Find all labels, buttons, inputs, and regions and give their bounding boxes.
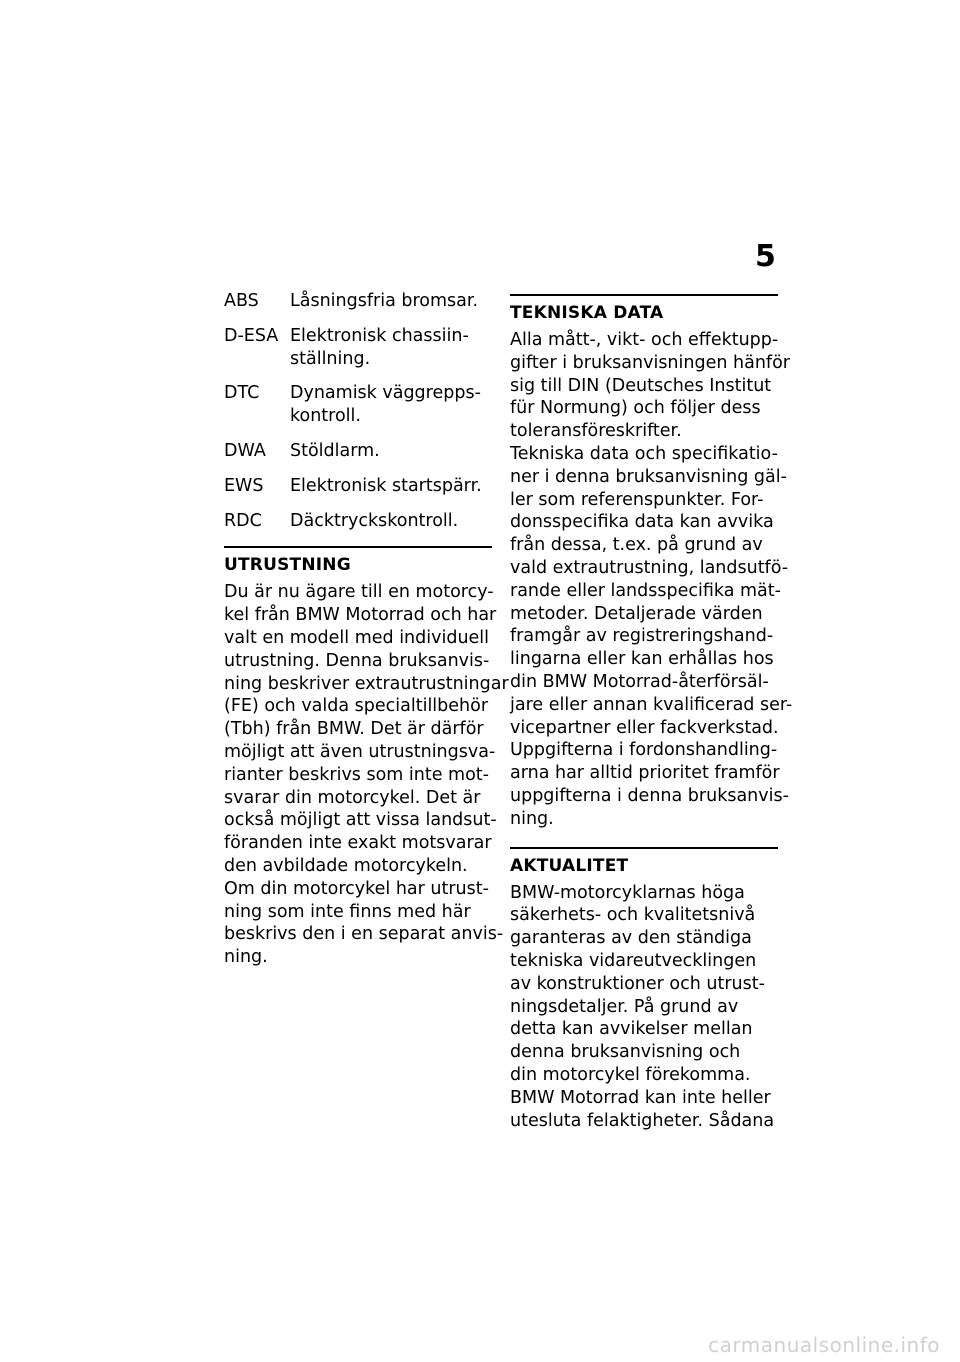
section-divider	[510, 847, 778, 849]
text-line: Alla mått-, vikt- och effektupp-	[510, 330, 779, 350]
paragraph	[224, 878, 504, 969]
text-line: vald extrautrustning, landsutfö-	[510, 557, 789, 578]
text-line: beskrivs den i en separat anvis-	[224, 924, 504, 945]
page-number: 5	[755, 239, 776, 274]
right-column	[510, 290, 793, 1132]
description-line: ställning.	[290, 348, 371, 369]
section-heading-utrustning: UTRUSTNING	[224, 555, 351, 576]
text-line: BMW Motorrad kan inte heller	[510, 1087, 771, 1108]
text-line: sig till DIN (Deutsches Institut	[510, 375, 772, 396]
abbreviation-row	[224, 510, 492, 533]
text-line: ningsdetaljer. På grund av	[510, 996, 739, 1017]
section-body-tekniska-data	[510, 329, 793, 831]
text-line: gifter i bruksanvisningen hänför	[510, 352, 790, 373]
text-line: rianter beskrivs som inte mot-	[224, 764, 489, 785]
abbreviation-description	[290, 382, 492, 428]
abbreviation-description	[290, 475, 492, 498]
paragraph	[510, 443, 793, 739]
section-divider	[510, 294, 778, 296]
text-line: Du är nu ägare till en motorcy-	[224, 582, 494, 603]
abbreviation-key: DTC	[224, 383, 260, 404]
abbreviation-description	[290, 290, 492, 313]
text-line: metoder. Detaljerade värden	[510, 603, 763, 624]
text-line: din BMW Motorrad-återförsäl-	[510, 671, 769, 692]
section-heading-aktualitet: AKTUALITET	[510, 855, 629, 876]
description-line: Låsningsfria bromsar.	[290, 291, 479, 311]
text-line: Uppgifterna i fordonshandling-	[510, 740, 778, 761]
text-line: din motorcykel förekomma.	[510, 1064, 751, 1085]
watermark-footer: carmanualsonline.info	[708, 1333, 940, 1357]
text-line: (Tbh) från BMW. Det är därför	[224, 719, 484, 740]
text-line: valt en modell med individuell	[224, 627, 490, 648]
text-line: ner i denna bruksanvisning gäl-	[510, 466, 787, 487]
text-line: svarar din motorcykel. Det är	[224, 787, 481, 808]
paragraph	[224, 581, 509, 877]
text-line: från dessa, t.ex. på grund av	[510, 535, 763, 556]
abbreviation-description	[290, 510, 492, 533]
abbreviation-key: EWS	[224, 475, 264, 496]
abbreviation-row	[224, 325, 492, 371]
text-line: für Normung) och följer dess	[510, 398, 761, 419]
text-line: av konstruktioner och utrust-	[510, 973, 765, 994]
abbreviation-description	[290, 440, 492, 463]
text-line: ler som referenspunkter. For-	[510, 489, 764, 510]
text-line: rande eller landsspecifika mät-	[510, 580, 781, 601]
text-line: Tekniska data och specifikatio-	[510, 443, 778, 464]
section-heading-tekniska-data: TEKNISKA DATA	[510, 303, 664, 323]
text-line: denna bruksanvisning och	[510, 1042, 741, 1063]
description-line: Dynamisk väggrepps-	[290, 383, 481, 404]
text-line: utesluta felaktigheter. Sådana	[510, 1110, 775, 1131]
text-line: också möjligt att vissa landsut-	[224, 810, 497, 831]
text-line: ning.	[510, 808, 554, 829]
text-line: framgår av registreringshand-	[510, 626, 774, 647]
paragraph	[510, 882, 778, 1133]
text-line: donsspecifika data kan avvika	[510, 512, 774, 533]
text-line: ning som inte finns med här	[224, 901, 471, 922]
description-line: kontroll.	[290, 406, 361, 427]
abbreviation-key: ABS	[224, 291, 259, 311]
abbreviation-key: D-ESA	[224, 325, 279, 346]
text-line: föranden inte exakt motsvarar	[224, 833, 492, 854]
text-line: den avbildade motorcykeln.	[224, 855, 468, 876]
section-body-utrustning	[224, 581, 509, 969]
description-line: Stöldlarm.	[290, 440, 380, 461]
text-line: ning beskriver extrautrustningar	[224, 673, 509, 694]
text-line: möjligt att även utrustningsva-	[224, 741, 496, 762]
text-line: säkerhets- och kvalitetsnivå	[510, 905, 756, 926]
text-line: uppgifterna i denna bruksanvis-	[510, 785, 789, 806]
paragraph	[510, 329, 790, 443]
section-divider	[224, 546, 492, 548]
text-line: tekniska vidareutvecklingen	[510, 950, 757, 971]
left-column	[224, 290, 509, 969]
description-line: Elektronisk chassiin-	[290, 325, 469, 346]
description-line: Elektronisk startspärr.	[290, 475, 482, 496]
abbreviation-key: DWA	[224, 440, 266, 461]
abbreviation-row	[224, 290, 492, 313]
section-body-aktualitet	[510, 882, 778, 1133]
text-line: toleransföreskrifter.	[510, 421, 682, 442]
abbreviation-description	[290, 325, 492, 371]
text-line: utrustning. Denna bruksanvis-	[224, 650, 490, 671]
abbreviation-row	[224, 475, 492, 498]
text-line: kel från BMW Motorrad och har	[224, 605, 497, 626]
text-line: ning.	[224, 947, 268, 968]
text-line: jare eller annan kvalificerad ser-	[510, 694, 793, 715]
text-line: detta kan avvikelser mellan	[510, 1019, 753, 1040]
text-line: arna har alltid prioritet framför	[510, 763, 780, 784]
text-line: lingarna eller kan erhållas hos	[510, 649, 774, 670]
text-line: vicepartner eller fackverkstad.	[510, 717, 779, 738]
text-line: BMW-motorcyklarnas höga	[510, 882, 745, 903]
text-line: Om din motorcykel har utrust-	[224, 878, 489, 899]
abbreviation-row	[224, 440, 492, 463]
abbreviation-key: RDC	[224, 510, 262, 531]
abbreviation-list	[224, 290, 492, 532]
description-line: Däcktryckskontroll.	[290, 510, 459, 531]
abbreviation-row	[224, 382, 492, 428]
paragraph	[510, 739, 789, 830]
text-line: (FE) och valda specialtillbehör	[224, 696, 489, 717]
text-line: garanteras av den ständiga	[510, 928, 752, 949]
